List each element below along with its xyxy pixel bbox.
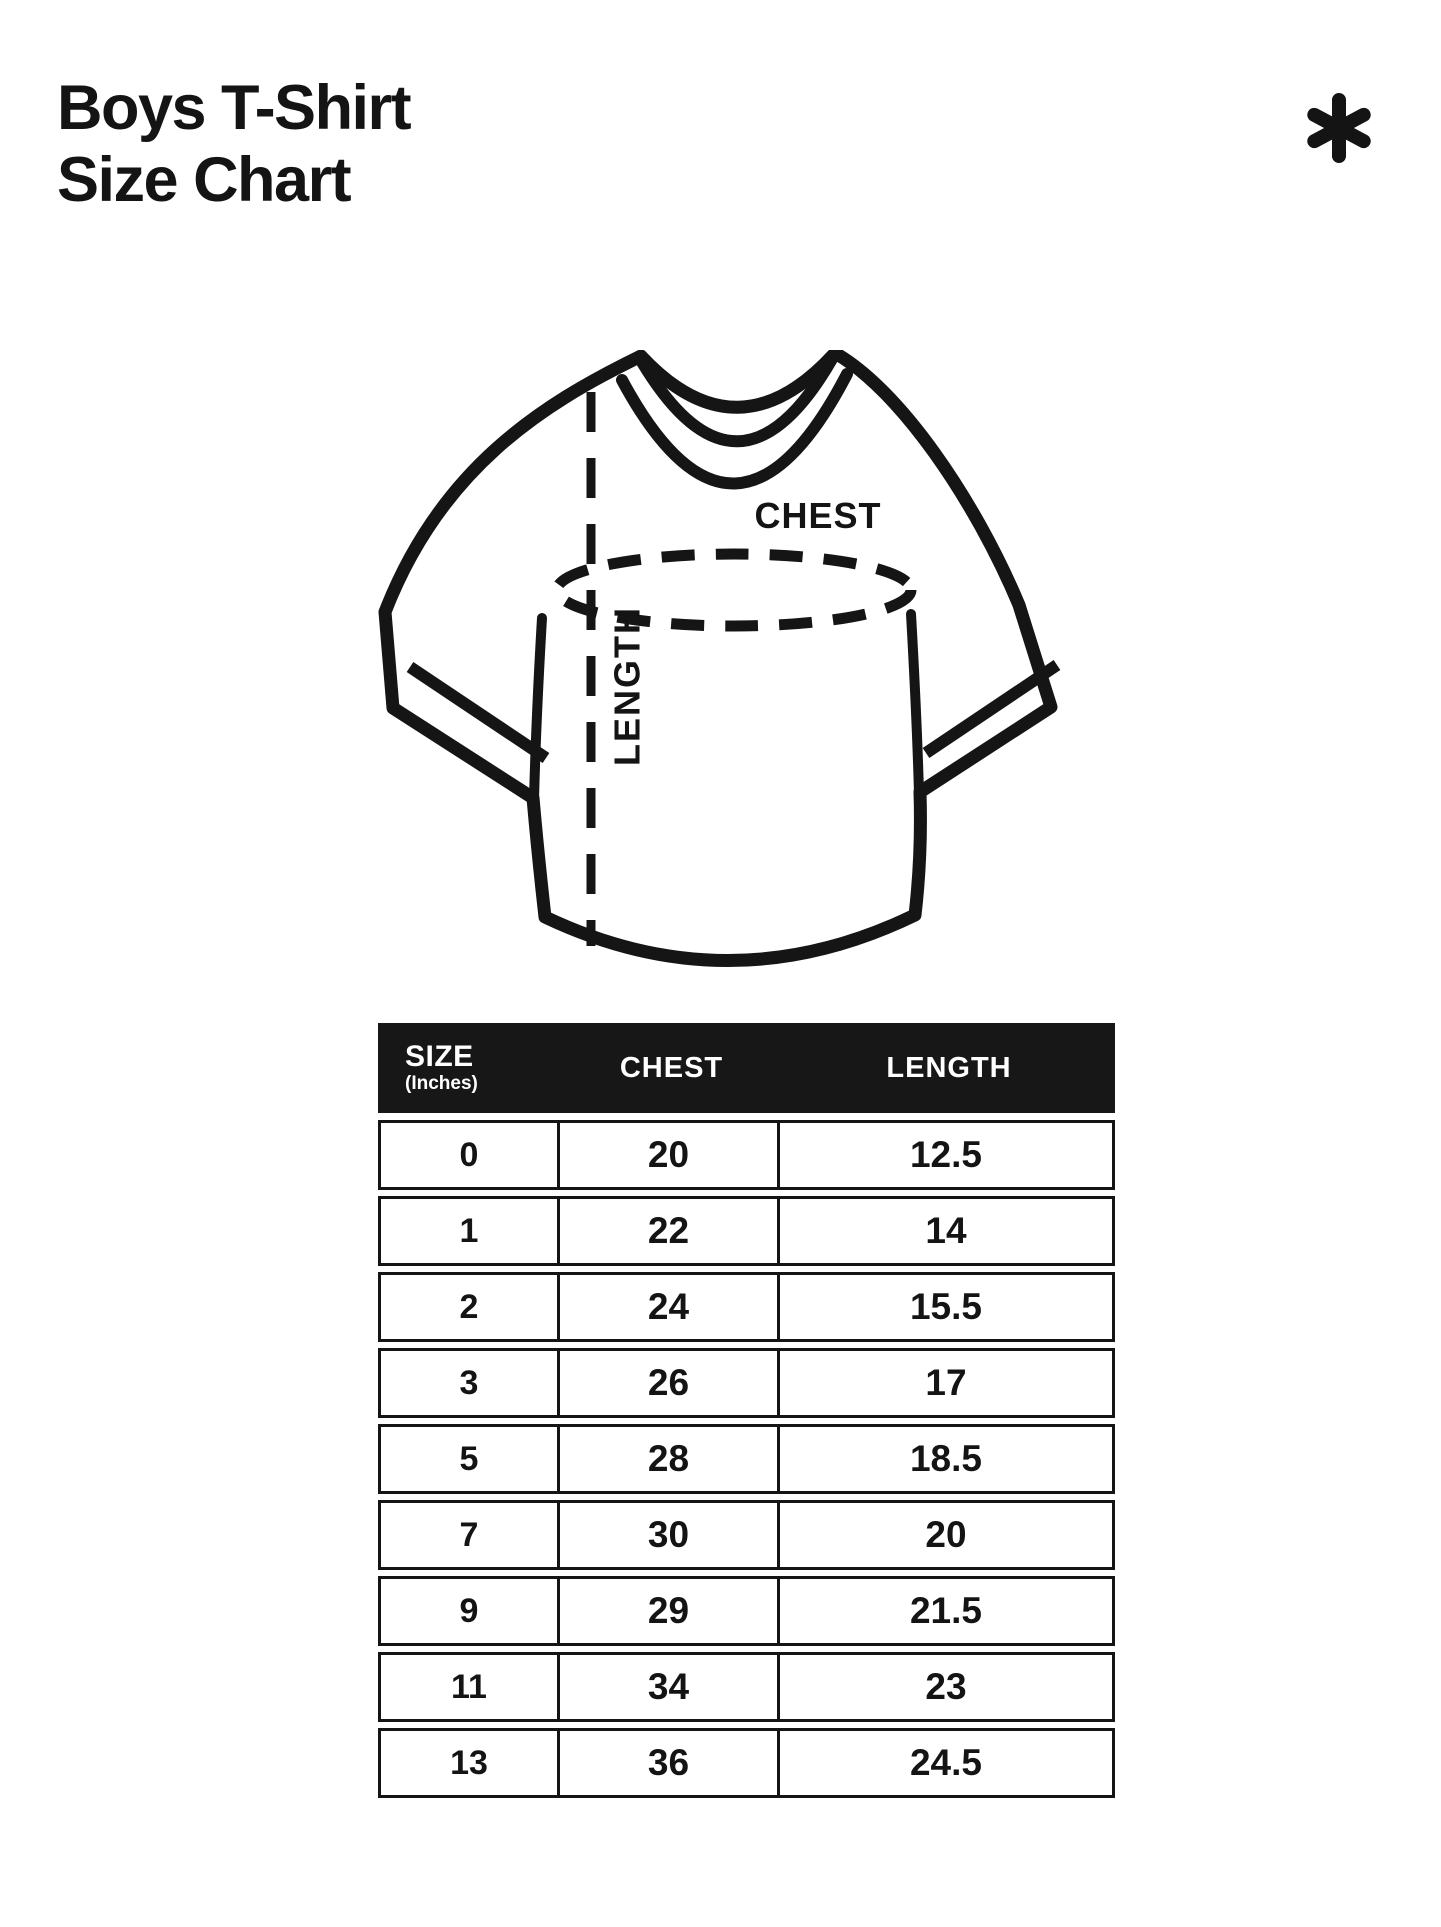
size-cell: 3: [381, 1351, 560, 1415]
size-table-header: [378, 1023, 1115, 1113]
size-cell: 13: [381, 1731, 560, 1795]
size-table-body: [378, 1120, 1115, 1798]
table-row: [378, 1652, 1115, 1722]
length-cell: 14: [925, 1210, 967, 1251]
header-cell-size: [378, 1023, 560, 1113]
chest-measure-label: CHEST: [754, 495, 882, 536]
length-cell: 17: [925, 1362, 967, 1403]
table-row: [378, 1500, 1115, 1570]
length-cell: 20: [925, 1514, 967, 1555]
chest-cell: 30: [560, 1503, 780, 1567]
size-cell: 5: [381, 1427, 560, 1491]
chest-cell: 34: [560, 1655, 780, 1719]
header-cell-length: LENGTH: [886, 1051, 1012, 1084]
chest-cell: 29: [560, 1579, 780, 1643]
length-cell: 18.5: [909, 1438, 982, 1479]
length-cell: 12.5: [909, 1134, 982, 1175]
length-cell: 23: [925, 1666, 967, 1707]
tshirt-diagram: [290, 350, 1190, 1000]
table-row: [378, 1728, 1115, 1798]
table-row: [378, 1348, 1115, 1418]
table-row: [378, 1576, 1115, 1646]
size-cell: 11: [381, 1655, 560, 1719]
chest-cell: 24: [560, 1275, 780, 1339]
length-cell: 21.5: [909, 1590, 982, 1631]
page-title-line2: Size Chart: [57, 145, 351, 216]
length-cell: 15.5: [909, 1286, 982, 1327]
table-row: [378, 1272, 1115, 1342]
table-row: [378, 1424, 1115, 1494]
page-title: [57, 72, 410, 216]
header-cell-chest: CHEST: [619, 1051, 724, 1084]
chest-cell: 36: [560, 1731, 780, 1795]
table-row: [378, 1196, 1115, 1266]
size-table: [378, 1023, 1115, 1804]
size-cell: 7: [381, 1503, 560, 1567]
asterisk-icon: [1305, 90, 1373, 166]
chest-cell: 22: [560, 1199, 780, 1263]
size-cell: 1: [381, 1199, 560, 1263]
size-cell: 9: [381, 1579, 560, 1643]
size-unit-label: (Inches): [405, 1073, 478, 1094]
table-row: [378, 1120, 1115, 1190]
chest-cell: 20: [560, 1123, 780, 1187]
size-cell: 2: [381, 1275, 560, 1339]
size-header-label: SIZE: [405, 1040, 474, 1073]
length-measure-label: LENGTH: [606, 606, 648, 766]
chest-cell: 26: [560, 1351, 780, 1415]
length-cell: 24.5: [909, 1742, 982, 1783]
size-cell: 0: [381, 1123, 560, 1187]
chest-cell: 28: [560, 1427, 780, 1491]
page-title-line1: Boys T-Shirt: [57, 73, 411, 144]
